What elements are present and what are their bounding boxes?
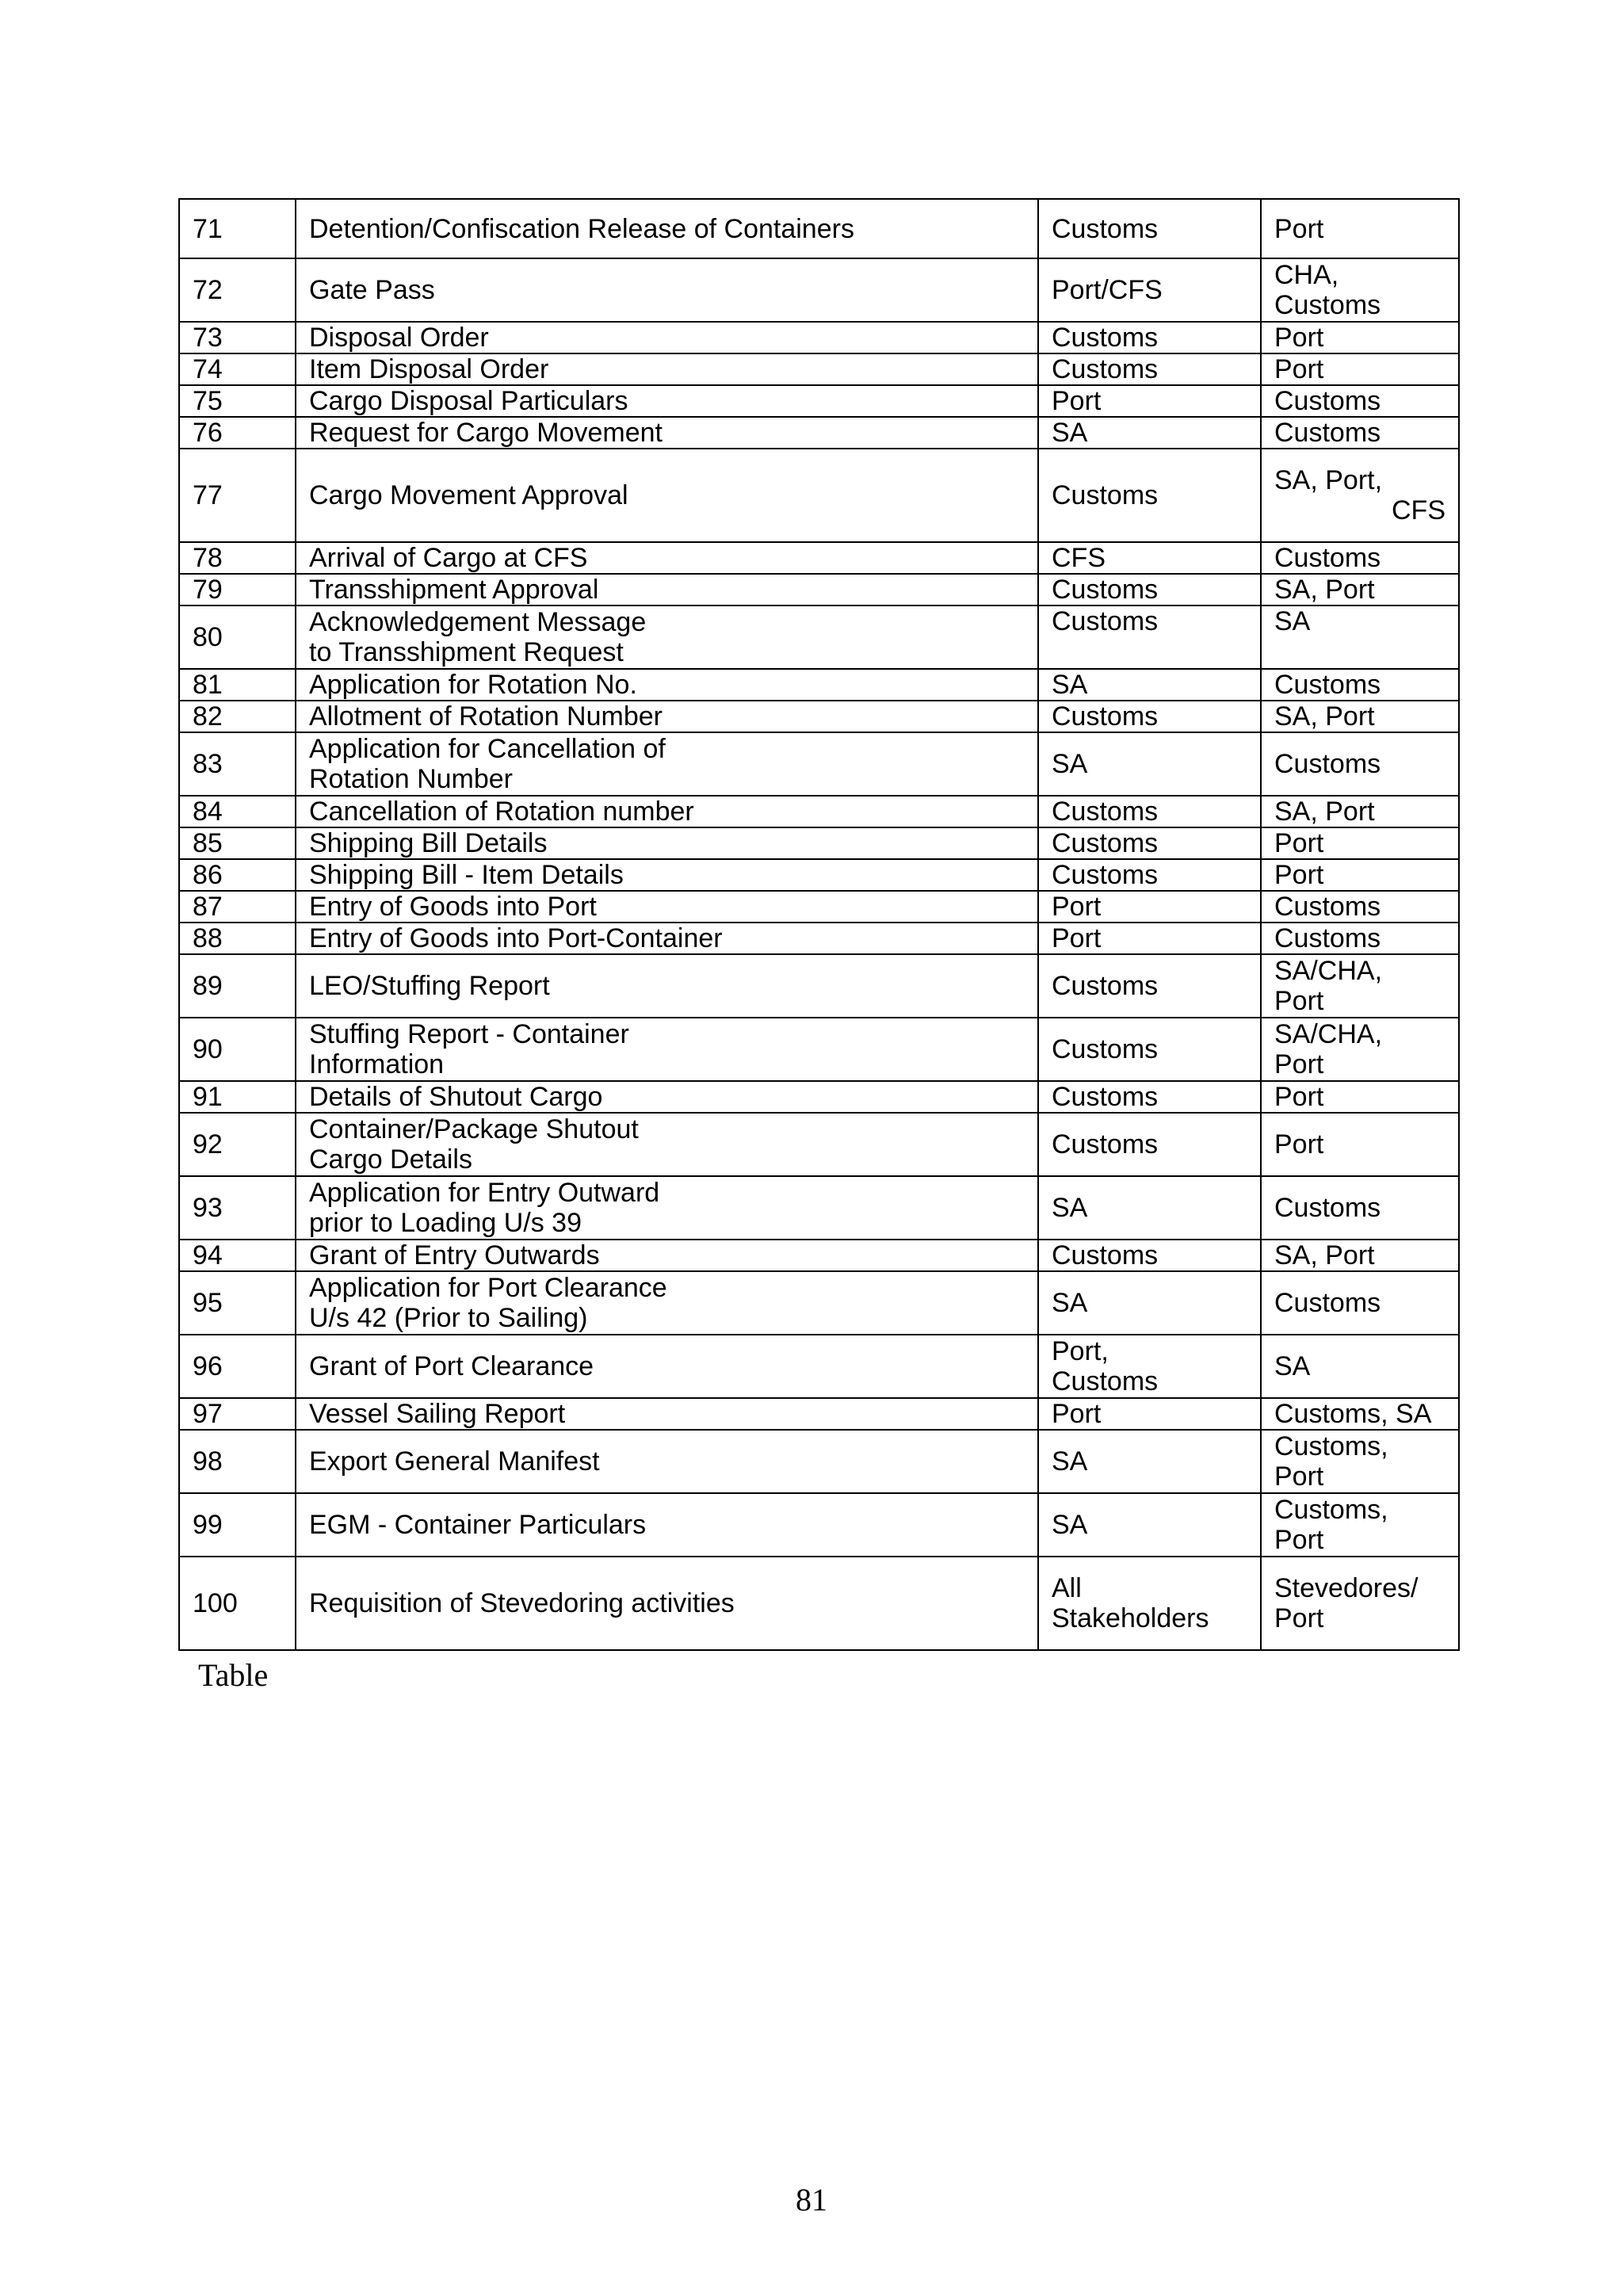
cell-message-number-line: 100 [193, 1588, 238, 1618]
table-row [179, 1271, 1459, 1335]
cell-message-name-line: Item Disposal Order [309, 354, 549, 384]
table-row [179, 1493, 1459, 1557]
cell-message-number [179, 574, 296, 606]
cell-message-name [296, 417, 1038, 449]
cell-receiver-line: SA, Port [1274, 575, 1375, 605]
cell-message-number-line: 97 [193, 1399, 223, 1429]
table-row [179, 923, 1459, 954]
cell-receiver-line: Customs [1274, 1288, 1381, 1318]
cell-message-number [179, 954, 296, 1018]
cell-sender [1038, 1557, 1261, 1650]
table-caption: Table [198, 1657, 269, 1693]
cell-receiver [1261, 1335, 1459, 1398]
cell-sender [1038, 1335, 1261, 1398]
cell-sender-line: Customs [1052, 971, 1159, 1001]
table-row [179, 574, 1459, 606]
cell-message-number-line: 72 [193, 275, 223, 305]
cell-message-name-line: to Transshipment Request [309, 637, 624, 667]
cell-receiver [1261, 385, 1459, 417]
cell-receiver-line: SA [1274, 606, 1311, 636]
cell-sender [1038, 353, 1261, 385]
cell-receiver-line: Customs, SA [1274, 1399, 1432, 1429]
cell-receiver [1261, 954, 1459, 1018]
cell-receiver [1261, 353, 1459, 385]
cell-receiver-line: Port [1274, 1525, 1324, 1555]
cell-sender [1038, 923, 1261, 954]
cell-message-number-line: 92 [193, 1129, 223, 1159]
cell-receiver [1261, 449, 1459, 542]
cell-message-number [179, 1081, 296, 1113]
cell-sender-line: SA [1052, 1288, 1088, 1318]
cell-receiver-line: SA, Port [1274, 1240, 1375, 1270]
cell-receiver [1261, 732, 1459, 796]
cell-receiver [1261, 669, 1459, 701]
cell-receiver-line: Port [1274, 213, 1324, 244]
cell-message-name-line: Grant of Entry Outwards [309, 1240, 600, 1270]
cell-receiver-line: Stevedores/ [1274, 1573, 1419, 1603]
cell-message-name-line: Stuffing Report - Container [309, 1019, 629, 1049]
cell-message-name [296, 701, 1038, 732]
cell-receiver-line: Port [1274, 828, 1324, 858]
cell-message-name [296, 827, 1038, 859]
cell-receiver [1261, 891, 1459, 923]
cell-message-number [179, 1557, 296, 1650]
cell-message-name [296, 199, 1038, 258]
cell-sender [1038, 385, 1261, 417]
cell-message-number [179, 1430, 296, 1493]
table-row [179, 796, 1459, 827]
cell-message-name [296, 859, 1038, 891]
cell-message-number [179, 1113, 296, 1176]
cell-receiver-line: Customs, [1274, 1431, 1388, 1461]
table-row [179, 353, 1459, 385]
cell-receiver-line: Customs [1274, 543, 1381, 573]
cell-message-name-line: Information [309, 1049, 445, 1079]
cell-message-name-line: Shipping Bill - Item Details [309, 860, 624, 890]
cell-message-name [296, 322, 1038, 353]
cell-receiver-line: Customs, [1274, 1495, 1388, 1525]
cell-message-number [179, 923, 296, 954]
cell-message-number [179, 606, 296, 669]
cell-receiver-line: Customs [1274, 1193, 1381, 1223]
table-row [179, 417, 1459, 449]
table-row [179, 954, 1459, 1018]
table-row [179, 449, 1459, 542]
cell-message-name-line: Application for Port Clearance [309, 1273, 667, 1303]
cell-sender-line: Customs [1052, 1240, 1159, 1270]
cell-receiver [1261, 1240, 1459, 1271]
cell-message-name-line: Rotation Number [309, 764, 514, 794]
cell-message-name-line: Request for Cargo Movement [309, 418, 663, 448]
cell-sender-line: CFS [1052, 543, 1106, 573]
cell-message-name-line: prior to Loading U/s 39 [309, 1208, 582, 1238]
cell-sender [1038, 574, 1261, 606]
cell-message-name-line: Transshipment Approval [309, 575, 599, 605]
cell-message-name-line: Application for Rotation No. [309, 670, 637, 700]
table-row [179, 1113, 1459, 1176]
cell-message-name-line: Export General Manifest [309, 1446, 600, 1477]
cell-message-name-line: Details of Shutout Cargo [309, 1082, 603, 1112]
cell-sender [1038, 1113, 1261, 1176]
cell-receiver-line: SA, Port [1274, 701, 1375, 732]
cell-message-name-line: Cargo Disposal Particulars [309, 386, 628, 416]
cell-receiver-line: SA [1274, 1351, 1311, 1381]
cell-message-number-line: 95 [193, 1288, 223, 1318]
cell-receiver [1261, 1493, 1459, 1557]
cell-message-name-line: Allotment of Rotation Number [309, 701, 663, 732]
cell-sender [1038, 1493, 1261, 1557]
cell-sender [1038, 827, 1261, 859]
cell-sender-line: Port [1052, 923, 1102, 953]
cell-message-name-line: Shipping Bill Details [309, 828, 548, 858]
cell-sender-line: Customs [1052, 354, 1159, 384]
cell-message-name-line: Application for Cancellation of [309, 734, 666, 764]
cell-message-name [296, 385, 1038, 417]
cell-sender [1038, 322, 1261, 353]
cell-message-name [296, 1430, 1038, 1493]
cell-sender [1038, 859, 1261, 891]
cell-message-number-line: 90 [193, 1034, 223, 1064]
cell-sender [1038, 891, 1261, 923]
cell-message-number [179, 1240, 296, 1271]
cell-message-name [296, 1113, 1038, 1176]
cell-message-number-line: 75 [193, 386, 223, 416]
table-row [179, 199, 1459, 258]
table-row [179, 258, 1459, 322]
cell-sender [1038, 1018, 1261, 1081]
cell-message-name-line: Cancellation of Rotation number [309, 797, 694, 827]
cell-message-name-line: Grant of Port Clearance [309, 1351, 594, 1381]
cell-receiver-line: Port [1274, 1082, 1324, 1112]
message-table [178, 198, 1460, 1651]
cell-message-number-line: 98 [193, 1446, 223, 1477]
cell-message-number [179, 827, 296, 859]
cell-receiver [1261, 1113, 1459, 1176]
cell-sender-line: Port [1052, 386, 1102, 416]
cell-sender [1038, 701, 1261, 732]
table-row [179, 669, 1459, 701]
cell-sender-line: Customs [1052, 1082, 1159, 1112]
cell-message-number [179, 385, 296, 417]
cell-sender-line: Customs [1052, 606, 1159, 636]
cell-message-name-line: Cargo Details [309, 1144, 472, 1175]
cell-receiver [1261, 1176, 1459, 1240]
cell-receiver [1261, 701, 1459, 732]
cell-sender [1038, 954, 1261, 1018]
cell-message-number-line: 78 [193, 543, 223, 573]
cell-receiver-line: Customs [1274, 290, 1381, 320]
cell-receiver [1261, 827, 1459, 859]
cell-message-number [179, 199, 296, 258]
table-row [179, 1430, 1459, 1493]
cell-receiver-line: SA, Port, [1274, 465, 1383, 495]
cell-message-number [179, 542, 296, 574]
cell-message-name [296, 1240, 1038, 1271]
cell-message-number-line: 87 [193, 892, 223, 922]
cell-message-number-line: 80 [193, 622, 223, 652]
cell-message-number [179, 353, 296, 385]
cell-message-name [296, 1081, 1038, 1113]
cell-message-name [296, 542, 1038, 574]
table-row [179, 385, 1459, 417]
cell-sender-line: SA [1052, 749, 1088, 779]
cell-sender [1038, 199, 1261, 258]
cell-receiver [1261, 1557, 1459, 1650]
cell-message-number [179, 796, 296, 827]
cell-message-number-line: 93 [193, 1193, 223, 1223]
cell-message-number [179, 1493, 296, 1557]
cell-message-number-line: 73 [193, 323, 223, 353]
page-number: 81 [796, 2182, 827, 2218]
cell-message-number-line: 74 [193, 354, 223, 384]
cell-message-name [296, 574, 1038, 606]
cell-message-name-line: Container/Package Shutout [309, 1114, 639, 1144]
table-row [179, 1176, 1459, 1240]
cell-receiver [1261, 417, 1459, 449]
cell-message-name-line: Cargo Movement Approval [309, 480, 628, 510]
table-row [179, 827, 1459, 859]
cell-message-number-line: 89 [193, 971, 223, 1001]
cell-message-name-line: Requisition of Stevedoring activities [309, 1588, 735, 1618]
cell-message-name [296, 1557, 1038, 1650]
cell-message-number-line: 99 [193, 1510, 223, 1540]
cell-receiver-line: SA/CHA, [1274, 956, 1383, 986]
cell-message-name [296, 1018, 1038, 1081]
cell-message-name [296, 1335, 1038, 1398]
cell-message-number-line: 81 [193, 670, 223, 700]
cell-sender [1038, 732, 1261, 796]
cell-sender [1038, 542, 1261, 574]
cell-message-number [179, 1271, 296, 1335]
cell-sender [1038, 1081, 1261, 1113]
cell-message-name [296, 891, 1038, 923]
cell-sender [1038, 606, 1261, 669]
cell-message-number [179, 701, 296, 732]
cell-receiver-line: Customs [1274, 923, 1381, 953]
cell-sender [1038, 796, 1261, 827]
cell-message-number-line: 88 [193, 923, 223, 953]
cell-sender-line: Port [1052, 1399, 1102, 1429]
table-row [179, 1081, 1459, 1113]
cell-sender-line: Customs [1052, 828, 1159, 858]
cell-receiver [1261, 923, 1459, 954]
cell-message-name [296, 606, 1038, 669]
cell-sender-line: Customs [1052, 323, 1159, 353]
cell-message-number-line: 94 [193, 1240, 223, 1270]
cell-message-name-line: LEO/Stuffing Report [309, 971, 550, 1001]
cell-message-number-line: 71 [193, 213, 223, 244]
cell-sender [1038, 1176, 1261, 1240]
cell-message-name-line: Application for Entry Outward [309, 1178, 660, 1208]
cell-message-number-line: 79 [193, 575, 223, 605]
cell-receiver-line: CFS [1392, 495, 1445, 525]
cell-sender [1038, 417, 1261, 449]
cell-receiver [1261, 606, 1459, 669]
cell-message-name [296, 669, 1038, 701]
cell-receiver-line: Port [1274, 354, 1324, 384]
cell-message-name [296, 954, 1038, 1018]
cell-message-name-line: Disposal Order [309, 323, 489, 353]
cell-message-number [179, 449, 296, 542]
cell-sender [1038, 1398, 1261, 1430]
cell-message-name [296, 258, 1038, 322]
cell-receiver [1261, 574, 1459, 606]
cell-sender-line: SA [1052, 670, 1088, 700]
table-row [179, 322, 1459, 353]
cell-receiver-line: Port [1274, 1461, 1324, 1492]
cell-receiver [1261, 796, 1459, 827]
table-row [179, 1335, 1459, 1398]
table-row [179, 859, 1459, 891]
cell-sender-line: Customs [1052, 575, 1159, 605]
table-row [179, 732, 1459, 796]
cell-sender-line: All [1052, 1573, 1082, 1603]
cell-receiver-line: SA, Port [1274, 797, 1375, 827]
cell-receiver-line: CHA, [1274, 260, 1339, 290]
cell-receiver-line: Port [1274, 860, 1324, 890]
table-row [179, 542, 1459, 574]
cell-sender-line: Customs [1052, 797, 1159, 827]
cell-receiver [1261, 322, 1459, 353]
cell-receiver [1261, 199, 1459, 258]
cell-sender-line: Port/CFS [1052, 275, 1163, 305]
cell-receiver-line: Customs [1274, 418, 1381, 448]
cell-sender [1038, 1271, 1261, 1335]
cell-receiver [1261, 1430, 1459, 1493]
cell-sender-line: Customs [1052, 1366, 1159, 1396]
cell-message-number [179, 1176, 296, 1240]
cell-message-number [179, 1335, 296, 1398]
cell-message-number-line: 76 [193, 418, 223, 448]
cell-sender-line: Customs [1052, 1034, 1159, 1064]
cell-sender [1038, 669, 1261, 701]
cell-sender-line: Port, [1052, 1336, 1109, 1366]
cell-message-name-line: Entry of Goods into Port [309, 892, 597, 922]
table-row [179, 701, 1459, 732]
cell-message-name-line: Gate Pass [309, 275, 435, 305]
cell-message-number [179, 732, 296, 796]
cell-sender-line: Customs [1052, 480, 1159, 510]
cell-sender-line: Stakeholders [1052, 1603, 1209, 1633]
cell-sender-line: Customs [1052, 860, 1159, 890]
table-row [179, 1240, 1459, 1271]
cell-receiver-line: SA/CHA, [1274, 1019, 1383, 1049]
cell-receiver-line: Customs [1274, 892, 1381, 922]
cell-sender [1038, 449, 1261, 542]
cell-sender-line: Customs [1052, 701, 1159, 732]
cell-message-name-line: Arrival of Cargo at CFS [309, 543, 588, 573]
table-row [179, 891, 1459, 923]
cell-receiver [1261, 1271, 1459, 1335]
cell-message-name [296, 1271, 1038, 1335]
cell-message-number [179, 417, 296, 449]
cell-message-name-line: EGM - Container Particulars [309, 1510, 647, 1540]
cell-message-name [296, 1493, 1038, 1557]
cell-message-number-line: 85 [193, 828, 223, 858]
cell-message-name-line: Entry of Goods into Port-Container [309, 923, 723, 953]
cell-message-name-line: Vessel Sailing Report [309, 1399, 566, 1429]
cell-receiver-line: Port [1274, 323, 1324, 353]
cell-receiver-line: Port [1274, 986, 1324, 1016]
cell-receiver [1261, 258, 1459, 322]
cell-sender-line: SA [1052, 1193, 1088, 1223]
cell-sender [1038, 1430, 1261, 1493]
cell-receiver [1261, 1081, 1459, 1113]
cell-message-number-line: 84 [193, 797, 223, 827]
cell-message-name-line: Acknowledgement Message [309, 607, 647, 637]
cell-receiver [1261, 542, 1459, 574]
cell-message-number-line: 83 [193, 749, 223, 779]
cell-sender [1038, 1240, 1261, 1271]
cell-receiver-line: Customs [1274, 670, 1381, 700]
message-table-body [179, 199, 1459, 1650]
cell-receiver-line: Customs [1274, 749, 1381, 779]
cell-message-number [179, 322, 296, 353]
cell-message-name [296, 796, 1038, 827]
cell-receiver-line: Port [1274, 1049, 1324, 1079]
cell-receiver [1261, 1398, 1459, 1430]
table-row [179, 1018, 1459, 1081]
cell-message-number [179, 1018, 296, 1081]
cell-receiver-line: Port [1274, 1129, 1324, 1159]
cell-sender [1038, 258, 1261, 322]
cell-sender-line: SA [1052, 1446, 1088, 1477]
cell-message-name [296, 449, 1038, 542]
cell-message-number-line: 91 [193, 1082, 223, 1112]
cell-message-name [296, 1398, 1038, 1430]
cell-receiver-line: Customs [1274, 386, 1381, 416]
cell-message-number [179, 859, 296, 891]
cell-message-name [296, 923, 1038, 954]
cell-message-number-line: 96 [193, 1351, 223, 1381]
cell-sender-line: Port [1052, 892, 1102, 922]
cell-sender-line: SA [1052, 1510, 1088, 1540]
cell-message-number-line: 77 [193, 480, 223, 510]
cell-receiver [1261, 859, 1459, 891]
cell-message-number [179, 891, 296, 923]
cell-message-number-line: 82 [193, 701, 223, 732]
cell-message-name [296, 353, 1038, 385]
cell-message-name [296, 732, 1038, 796]
table-row [179, 1398, 1459, 1430]
table-row [179, 606, 1459, 669]
cell-receiver-line: Port [1274, 1603, 1324, 1633]
cell-message-name [296, 1176, 1038, 1240]
cell-message-name-line: Detention/Confiscation Release of Containers [309, 213, 854, 244]
cell-message-number [179, 1398, 296, 1430]
cell-sender-line: Customs [1052, 1129, 1159, 1159]
cell-sender-line: Customs [1052, 213, 1159, 244]
cell-message-number [179, 669, 296, 701]
cell-message-number [179, 258, 296, 322]
cell-receiver [1261, 1018, 1459, 1081]
cell-message-name-line: U/s 42 (Prior to Sailing) [309, 1303, 588, 1333]
cell-sender-line: SA [1052, 418, 1088, 448]
cell-message-number-line: 86 [193, 860, 223, 890]
table-row [179, 1557, 1459, 1650]
